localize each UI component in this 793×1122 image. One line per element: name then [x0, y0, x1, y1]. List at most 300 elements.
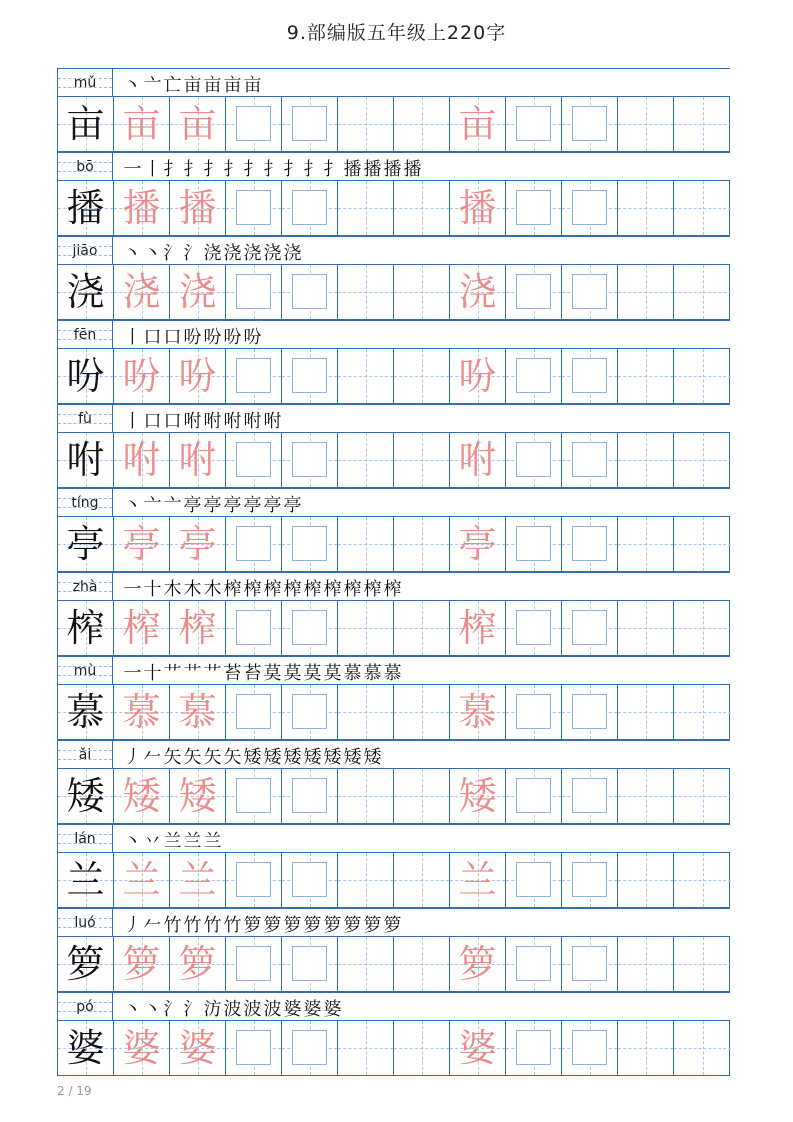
trace-character-cell: [450, 97, 506, 151]
stroke-step: 竹: [183, 915, 203, 936]
writing-cell: [226, 769, 282, 823]
inner-guide-box: [236, 442, 271, 477]
trace-character-cell: [450, 769, 506, 823]
writing-cell: [394, 685, 450, 739]
stroke-step: 慕: [343, 663, 363, 684]
stroke-step: 亭: [243, 495, 263, 516]
writing-grid-row: [57, 180, 730, 236]
inner-guide-box: [572, 190, 607, 225]
stroke-step: 浇: [263, 243, 283, 264]
stroke-order: [123, 659, 403, 685]
stroke-step: 浇: [283, 243, 303, 264]
stroke-step: 矢: [203, 747, 223, 768]
trace-character: 吩: [178, 354, 217, 398]
writing-cell: [338, 1021, 394, 1075]
stroke-step: 咐: [223, 411, 243, 432]
inner-guide-box: [516, 526, 551, 561]
trace-character-cell: [114, 349, 170, 403]
writing-cell: [338, 181, 394, 235]
writing-cell: [562, 517, 618, 571]
stroke-order: [123, 239, 303, 265]
writing-cell: [674, 265, 731, 319]
trace-character-cell: [114, 1021, 170, 1075]
stroke-step: 亠: [143, 75, 163, 96]
page-title: 9.部编版五年级上220字: [286, 22, 507, 44]
stroke-step: 亡: [163, 75, 183, 96]
character-block: [57, 68, 730, 152]
writing-cell: [674, 97, 731, 151]
writing-cell: [506, 937, 562, 991]
pinyin-row: [57, 488, 730, 516]
trace-character: 亩: [178, 102, 217, 146]
trace-character: 亭: [178, 522, 217, 566]
writing-cell: [282, 937, 338, 991]
pinyin-cell: [57, 741, 113, 768]
writing-grid-row: [57, 684, 730, 740]
writing-cell: [226, 517, 282, 571]
trace-character: 咐: [122, 438, 161, 482]
trace-character-cell: [114, 181, 170, 235]
model-character: 慕: [66, 690, 105, 734]
trace-character: 箩: [178, 942, 217, 986]
inner-guide-box: [236, 946, 271, 981]
trace-character: 榨: [178, 606, 217, 650]
stroke-step: 吩: [203, 327, 223, 348]
inner-guide-box: [516, 1030, 551, 1065]
stroke-step: 播: [403, 159, 423, 180]
stroke-step: 汸: [203, 999, 223, 1020]
stroke-step: 箩: [323, 915, 343, 936]
stroke-step: 扌: [243, 159, 263, 180]
stroke-order: [123, 71, 263, 97]
writing-cell: [394, 181, 450, 235]
stroke-step: 箩: [303, 915, 323, 936]
pinyin-row: [57, 572, 730, 600]
writing-cell: [506, 517, 562, 571]
stroke-step: 矮: [263, 747, 283, 768]
trace-character: 播: [458, 186, 497, 230]
trace-character-cell: [170, 601, 226, 655]
model-character: 榨: [66, 606, 105, 650]
writing-cell: [506, 181, 562, 235]
writing-cell: [282, 433, 338, 487]
stroke-step: 矮: [323, 747, 343, 768]
character-block: [57, 320, 730, 404]
stroke-step: 莫: [263, 663, 283, 684]
writing-cell: [338, 433, 394, 487]
writing-cell: [506, 685, 562, 739]
pinyin-label: mù: [73, 662, 97, 679]
writing-cell: [674, 937, 731, 991]
stroke-step: 艹: [183, 663, 203, 684]
model-character-cell: [58, 685, 114, 739]
stroke-step: 浇: [223, 243, 243, 264]
pinyin-row: [57, 824, 730, 852]
stroke-step: 口: [163, 327, 183, 348]
model-character: 矮: [66, 774, 105, 818]
inner-guide-box: [292, 778, 327, 813]
stroke-step: 丶: [143, 999, 163, 1020]
writing-cell: [562, 349, 618, 403]
trace-character-cell: [114, 601, 170, 655]
trace-character-cell: [114, 97, 170, 151]
stroke-step: 婆: [283, 999, 303, 1020]
writing-cell: [282, 265, 338, 319]
writing-cell: [394, 349, 450, 403]
stroke-step: 扌: [283, 159, 303, 180]
stroke-step: 慕: [363, 663, 383, 684]
stroke-step: 扌: [323, 159, 343, 180]
model-character-cell: [58, 769, 114, 823]
stroke-step: 箩: [383, 915, 403, 936]
inner-guide-box: [292, 274, 327, 309]
writing-cell: [506, 265, 562, 319]
character-block: [57, 740, 730, 824]
model-character-cell: [58, 97, 114, 151]
model-character-cell: [58, 853, 114, 907]
stroke-step: 一: [123, 579, 143, 600]
stroke-step: 波: [243, 999, 263, 1020]
stroke-step: 亭: [283, 495, 303, 516]
pinyin-label: luó: [74, 914, 96, 931]
character-block: [57, 404, 730, 488]
writing-cell: [674, 769, 731, 823]
stroke-step: 矢: [163, 747, 183, 768]
inner-guide-box: [572, 610, 607, 645]
inner-guide-box: [292, 526, 327, 561]
writing-cell: [226, 97, 282, 151]
trace-character: 矮: [458, 774, 497, 818]
stroke-step: 矮: [283, 747, 303, 768]
pinyin-row: [57, 68, 730, 96]
inner-guide-box: [516, 106, 551, 141]
stroke-step: 兰: [183, 831, 203, 852]
stroke-step: 亩: [203, 75, 223, 96]
stroke-step: 扌: [263, 159, 283, 180]
stroke-step: 箩: [263, 915, 283, 936]
trace-character: 咐: [458, 438, 497, 482]
stroke-step: 丶: [123, 75, 143, 96]
writing-cell: [394, 601, 450, 655]
model-character: 亭: [66, 522, 105, 566]
trace-character: 吩: [122, 354, 161, 398]
stroke-step: 氵: [163, 999, 183, 1020]
writing-cell: [394, 97, 450, 151]
writing-cell: [562, 853, 618, 907]
stroke-step: 扌: [223, 159, 243, 180]
trace-character-cell: [170, 433, 226, 487]
stroke-order: [123, 575, 403, 601]
pinyin-cell: [57, 237, 113, 264]
writing-cell: [338, 769, 394, 823]
trace-character: 兰: [178, 858, 217, 902]
inner-guide-box: [516, 190, 551, 225]
trace-character: 播: [122, 186, 161, 230]
model-character-cell: [58, 1021, 114, 1075]
character-block: [57, 572, 730, 656]
trace-character-cell: [114, 265, 170, 319]
trace-character-cell: [114, 685, 170, 739]
stroke-step: 氵: [183, 999, 203, 1020]
trace-character: 慕: [178, 690, 217, 734]
stroke-step: 扌: [183, 159, 203, 180]
practice-sheet: [57, 68, 730, 1076]
trace-character-cell: [450, 937, 506, 991]
trace-character: 婆: [122, 1026, 161, 1070]
page-number: 2 / 19: [57, 1084, 92, 1098]
inner-guide-box: [236, 610, 271, 645]
writing-cell: [562, 601, 618, 655]
character-block: [57, 908, 730, 992]
model-character-cell: [58, 937, 114, 991]
stroke-step: 箩: [283, 915, 303, 936]
stroke-step: 木: [163, 579, 183, 600]
stroke-step: 播: [383, 159, 403, 180]
character-block: [57, 488, 730, 572]
stroke-step: 一: [123, 663, 143, 684]
stroke-step: 丶: [123, 999, 143, 1020]
stroke-step: 艹: [203, 663, 223, 684]
stroke-order: [123, 743, 383, 769]
writing-cell: [282, 181, 338, 235]
stroke-step: 口: [143, 411, 163, 432]
stroke-step: 一: [123, 159, 143, 180]
pinyin-cell: [57, 909, 113, 936]
writing-cell: [338, 601, 394, 655]
writing-cell: [282, 1021, 338, 1075]
pinyin-label: ǎi: [78, 746, 92, 763]
stroke-step: 咐: [203, 411, 223, 432]
stroke-step: 亭: [263, 495, 283, 516]
inner-guide-box: [292, 190, 327, 225]
writing-cell: [338, 937, 394, 991]
inner-guide-box: [572, 526, 607, 561]
stroke-step: 丶: [123, 831, 143, 852]
model-character-cell: [58, 517, 114, 571]
stroke-step: 丿: [123, 747, 143, 768]
writing-cell: [282, 517, 338, 571]
writing-cell: [562, 937, 618, 991]
stroke-step: 口: [163, 411, 183, 432]
trace-character: 咐: [178, 438, 217, 482]
inner-guide-box: [292, 694, 327, 729]
stroke-step: 咐: [183, 411, 203, 432]
stroke-step: 氵: [163, 243, 183, 264]
trace-character: 浇: [122, 270, 161, 314]
writing-cell: [338, 97, 394, 151]
trace-character-cell: [450, 517, 506, 571]
inner-guide-box: [236, 862, 271, 897]
writing-cell: [394, 517, 450, 571]
stroke-step: 𠂉: [143, 915, 163, 936]
inner-guide-box: [572, 442, 607, 477]
stroke-order: [123, 407, 283, 433]
character-block: [57, 992, 730, 1076]
writing-cell: [618, 265, 674, 319]
stroke-step: 浇: [243, 243, 263, 264]
stroke-step: 兰: [203, 831, 223, 852]
inner-guide-box: [236, 778, 271, 813]
stroke-step: 浇: [203, 243, 223, 264]
writing-cell: [674, 433, 731, 487]
writing-cell: [562, 769, 618, 823]
writing-cell: [618, 853, 674, 907]
pinyin-row: [57, 656, 730, 684]
trace-character-cell: [450, 181, 506, 235]
trace-character-cell: [114, 517, 170, 571]
stroke-step: 亩: [223, 75, 243, 96]
stroke-order: [123, 911, 403, 937]
trace-character-cell: [170, 1021, 226, 1075]
trace-character: 矮: [178, 774, 217, 818]
pinyin-label: zhà: [72, 578, 98, 595]
stroke-step: 丨: [123, 327, 143, 348]
writing-cell: [338, 349, 394, 403]
trace-character: 榨: [458, 606, 497, 650]
writing-grid-row: [57, 264, 730, 320]
trace-character: 兰: [122, 858, 161, 902]
writing-cell: [618, 181, 674, 235]
writing-cell: [394, 433, 450, 487]
trace-character: 箩: [122, 942, 161, 986]
writing-cell: [674, 349, 731, 403]
writing-cell: [674, 685, 731, 739]
stroke-step: 榨: [283, 579, 303, 600]
writing-cell: [226, 433, 282, 487]
inner-guide-box: [516, 610, 551, 645]
stroke-step: 咐: [263, 411, 283, 432]
inner-guide-box: [236, 358, 271, 393]
model-character: 咐: [66, 438, 105, 482]
stroke-step: 亭: [223, 495, 243, 516]
writing-cell: [618, 517, 674, 571]
stroke-step: 苔: [243, 663, 263, 684]
pinyin-label: jiāo: [72, 242, 98, 259]
trace-character: 吩: [458, 354, 497, 398]
writing-cell: [674, 517, 731, 571]
trace-character-cell: [170, 181, 226, 235]
writing-cell: [394, 265, 450, 319]
inner-guide-box: [572, 946, 607, 981]
trace-character: 婆: [178, 1026, 217, 1070]
writing-cell: [506, 853, 562, 907]
model-character: 箩: [66, 942, 105, 986]
pinyin-label: bō: [76, 158, 94, 175]
writing-cell: [618, 685, 674, 739]
stroke-step: 竹: [223, 915, 243, 936]
trace-character-cell: [114, 433, 170, 487]
stroke-step: 十: [143, 579, 163, 600]
inner-guide-box: [572, 358, 607, 393]
inner-guide-box: [516, 862, 551, 897]
writing-cell: [282, 685, 338, 739]
model-character-cell: [58, 181, 114, 235]
stroke-step: 矮: [243, 747, 263, 768]
pinyin-cell: [57, 153, 113, 180]
stroke-step: 莫: [283, 663, 303, 684]
inner-guide-box: [292, 442, 327, 477]
trace-character-cell: [170, 937, 226, 991]
pinyin-cell: [57, 321, 113, 348]
pinyin-label: fù: [78, 410, 92, 427]
character-block: [57, 236, 730, 320]
trace-character-cell: [170, 97, 226, 151]
writing-grid-row: [57, 852, 730, 908]
trace-character-cell: [450, 601, 506, 655]
stroke-order: [123, 995, 343, 1021]
inner-guide-box: [236, 526, 271, 561]
model-character: 亩: [66, 102, 105, 146]
writing-cell: [674, 181, 731, 235]
trace-character: 播: [178, 186, 217, 230]
stroke-order: [123, 323, 263, 349]
writing-grid-row: [57, 96, 730, 152]
writing-cell: [618, 769, 674, 823]
inner-guide-box: [236, 106, 271, 141]
writing-grid-row: [57, 768, 730, 824]
writing-cell: [506, 601, 562, 655]
pinyin-row: [57, 992, 730, 1020]
stroke-step: 亩: [243, 75, 263, 96]
writing-cell: [618, 1021, 674, 1075]
pinyin-row: [57, 320, 730, 348]
stroke-step: 矮: [303, 747, 323, 768]
trace-character-cell: [450, 685, 506, 739]
inner-guide-box: [292, 106, 327, 141]
character-block: [57, 824, 730, 908]
writing-cell: [394, 853, 450, 907]
inner-guide-box: [572, 274, 607, 309]
pinyin-label: mǔ: [73, 74, 97, 91]
writing-cell: [282, 601, 338, 655]
stroke-step: 箩: [243, 915, 263, 936]
pinyin-label: lán: [74, 830, 96, 847]
inner-guide-box: [292, 946, 327, 981]
model-character: 吩: [66, 354, 105, 398]
trace-character-cell: [170, 349, 226, 403]
trace-character: 箩: [458, 942, 497, 986]
stroke-step: 矢: [183, 747, 203, 768]
writing-cell: [282, 97, 338, 151]
stroke-step: 吩: [183, 327, 203, 348]
trace-character: 矮: [122, 774, 161, 818]
stroke-step: 兰: [163, 831, 183, 852]
inner-guide-box: [236, 1030, 271, 1065]
model-character-cell: [58, 433, 114, 487]
stroke-step: 箩: [363, 915, 383, 936]
stroke-step: 咐: [243, 411, 263, 432]
stroke-step: 扌: [303, 159, 323, 180]
inner-guide-box: [572, 778, 607, 813]
writing-grid-row: [57, 600, 730, 656]
trace-character-cell: [170, 265, 226, 319]
model-character: 播: [66, 186, 105, 230]
stroke-step: 氵: [183, 243, 203, 264]
writing-grid-row: [57, 516, 730, 572]
stroke-step: 榨: [223, 579, 243, 600]
writing-cell: [562, 1021, 618, 1075]
trace-character: 亭: [122, 522, 161, 566]
inner-guide-box: [292, 358, 327, 393]
pinyin-label: tíng: [71, 494, 99, 511]
stroke-order: [123, 827, 223, 853]
stroke-step: 丶: [123, 495, 143, 516]
pinyin-row: [57, 236, 730, 264]
inner-guide-box: [292, 862, 327, 897]
trace-character-cell: [114, 769, 170, 823]
stroke-step: 矮: [363, 747, 383, 768]
stroke-step: 竹: [163, 915, 183, 936]
